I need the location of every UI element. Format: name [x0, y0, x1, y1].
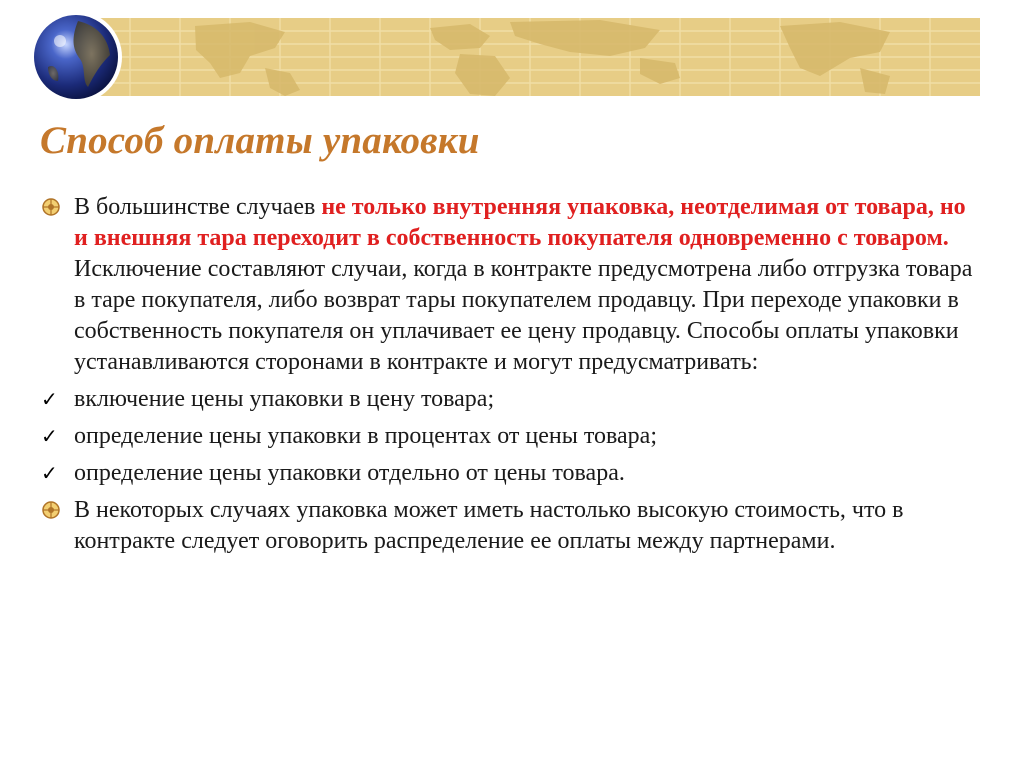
bullet-item: [40, 192, 980, 378]
globe-icon: [30, 11, 122, 103]
check-icon: ✓: [41, 387, 58, 411]
slide-body: [40, 192, 980, 563]
check-item: [40, 458, 980, 489]
bullet-text-plain: Исключение составляют случаи, когда в контракте предусмотрена либо отгрузка товара в таре покупателя, либо возврат тары покупателем продавцу. При переходе упаковки в собственность покупателя он уплачивает ее цену продавцу. Способы оплаты упаковки устанавливаются сторонами в контракте и могут предусматривать:: [74, 256, 973, 375]
check-item: [40, 421, 980, 452]
world-map-banner: [100, 18, 980, 96]
bullet-text: В некоторых случаях упаковка может иметь настолько высокую стоимость, что в контракте следует оговорить распределение ее оплаты между партнерами.: [74, 497, 904, 554]
check-item: [40, 384, 980, 415]
check-item-text: включение цены упаковки в цену товара;: [74, 386, 495, 412]
slide-title: Способ оплаты упаковки: [40, 119, 480, 162]
globe-bullet-icon: [40, 196, 62, 218]
bullet-text-plain: В большинстве случаев: [74, 194, 322, 220]
globe-bullet-icon: [40, 499, 62, 521]
check-icon: ✓: [41, 461, 58, 485]
bullet-item: [40, 495, 980, 557]
bullet-text-emphasis: не только внутренняя упаковка, неотделимая от товара, но и внешняя тара переходит в собственность покупателя одновременно с товаром.: [74, 194, 966, 251]
check-item-text: определение цены упаковки отдельно от цены товара.: [74, 460, 625, 486]
check-icon: ✓: [41, 424, 58, 448]
world-map-graphic: [100, 18, 980, 96]
check-item-text: определение цены упаковки в процентах от цены товара;: [74, 423, 657, 449]
